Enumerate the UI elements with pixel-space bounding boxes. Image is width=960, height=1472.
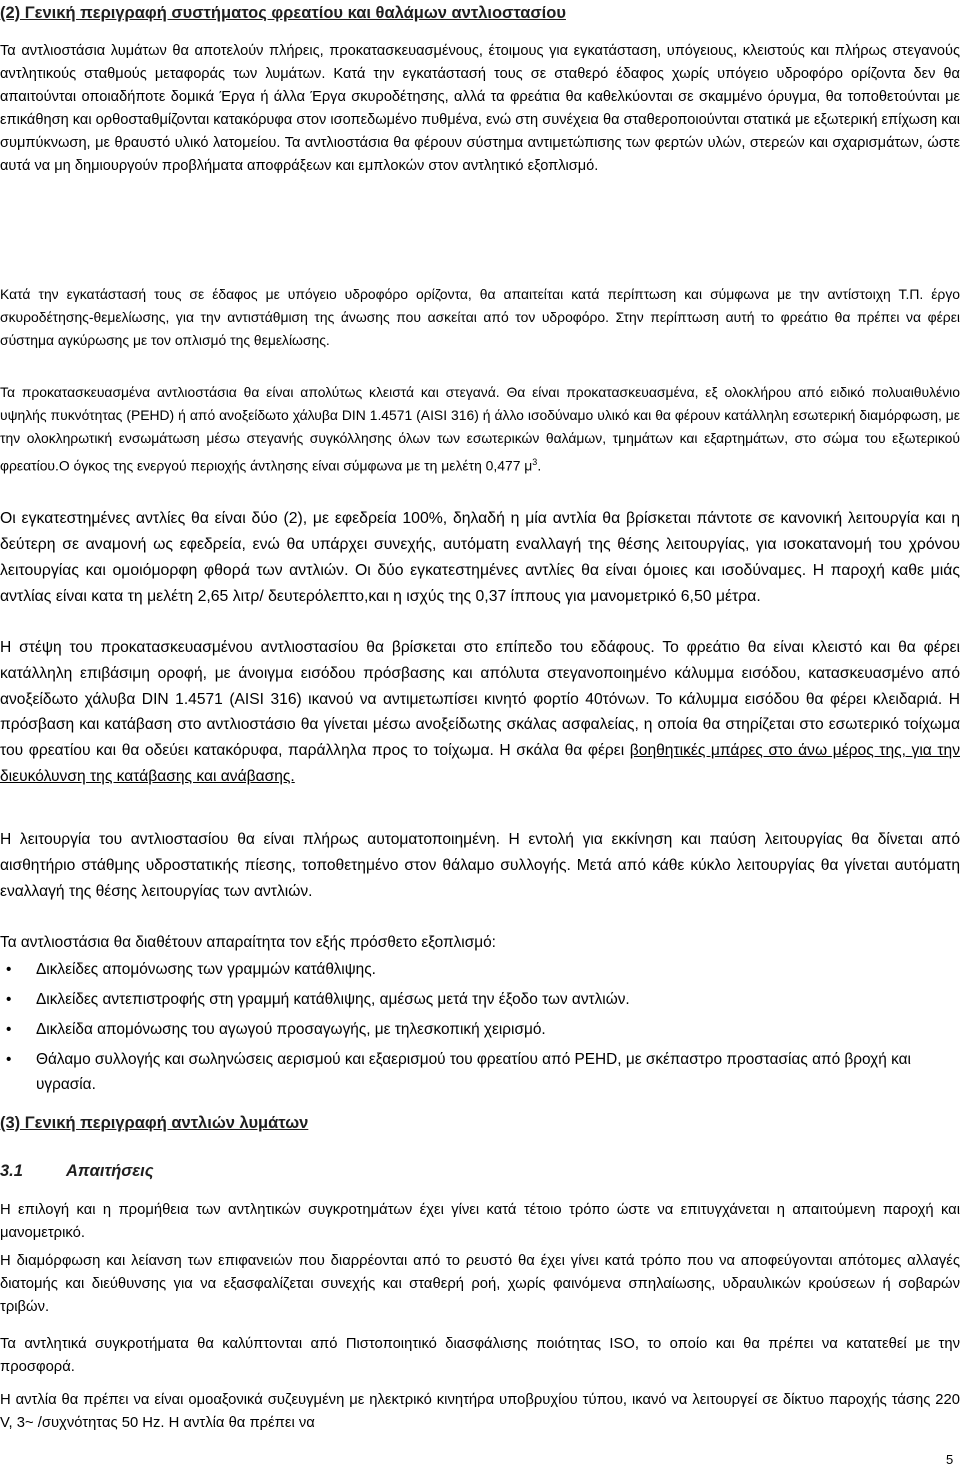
page-number: 5 <box>946 1452 954 1467</box>
section-2-paragraph-4 <box>0 506 960 610</box>
bullet-icon: • <box>6 1021 12 1038</box>
underlined-text: βοηθητικές μπάρες στο άνω μέρος της, για την διευκόλυνση της κατάβασης και ανάβασης. <box>0 742 960 785</box>
section-3-paragraph-2 <box>0 1250 960 1319</box>
section-2-paragraph-1 <box>0 40 960 178</box>
paragraph-text: Τα αντλιοστάσια θα διαθέτουν απαραίτητα τον εξής πρόσθετο εξοπλισμό: <box>0 934 496 951</box>
paragraph-text: Τα αντλιοστάσια λυμάτων θα αποτελούν πλήρεις, προκατασκευασμένους, έτοιμους για εγκατάσταση, υπόγειους, κλειστούς και πλήρως στεγανούς αντλητικούς σταθμούς μεταφοράς των λυμάτων. Κατά την εγκατάστασή τους σε σταθερό έδαφος χωρίς υπόγειο υδροφόρο ορίζοντα δεν θα απαιτούνται οποιαδήποτε δομικά Έργα ή άλλα Έργα σκυροδέτησης, αλλά τα φρεάτια θα καθελκύονται σε σκαμμένο όρυγμα, θα τοποθετούνται με επικάθηση και ορθοσταθμίζονται κατακόρυφα στον ισοπεδωμένο πυθμένα, ενώ στη συνέχεια θα σταθεροποιούνται στατικά με εξωτερική επίχωση και συμπύκνωση, με θραυστό υλικό λατομείου. Τα αντλιοστάσια θα φέρουν σύστημα αντιμετώπισης των φερτών υλών, στερεών και σχαρισμάτων, ώστε αυτά να μη δημιουργούν προβλήματα αποφράξεων και εμπλοκών στον αντλητικό εξοπλισμό. <box>0 43 960 174</box>
list-item <box>0 1018 960 1048</box>
section-2-paragraph-2 <box>0 283 960 353</box>
paragraph-text: Η λειτουργία του αντλιοστασίου θα είναι πλήρως αυτοματοποιημένη. Η εντολή για εκκίνηση και παύση λειτουργίας θα δίνεται από αισθητήριο στάθμης υδροστατικής πίεσης, τοποθετημένο στον θάλαμο συλλογής. Μετά από κάθε κύκλο λειτουργίας θα γίνεται αυτόματη εναλλαγή της θέσης λειτουργίας των αντλιών. <box>0 831 960 900</box>
list-item-text: Θάλαμο συλλογής και σωληνώσεις αερισμού και εξαερισμού του φρεατίου από PEHD, με σκέπαστρο προστασίας από βροχή και υγρασία. <box>36 1051 911 1093</box>
subsection-title: Απαιτήσεις <box>66 1162 154 1180</box>
subsection-number: 3.1 <box>0 1162 23 1180</box>
paragraph-end: . <box>537 457 542 474</box>
section-3-paragraph-3 <box>0 1333 960 1379</box>
section-2-paragraph-7 <box>0 931 960 954</box>
section-3-paragraph-4 <box>0 1389 960 1435</box>
list-item-text: Δικλείδες απομόνωσης των γραμμών κατάθλιψης. <box>36 961 376 978</box>
bullet-icon: • <box>6 1051 12 1068</box>
paragraph-body: Τα προκατασκευασμένα αντλιοστάσια θα είναι απολύτως κλειστά και στεγανά. Θα είναι προκατασκευασμένα, εξ ολοκλήρου από ειδικό πολυαιθυλένιο υψηλής πυκνότητας (PEHD) ή από ανοξείδωτο χάλυβα DIN 1.4571 (AISI 316) ή άλλο ισοδύναμο υλικό και θα φέρουν κατάλληλη εσωτερική διαμόρφωση, με την ολοκληρωτική ενσωμάτωση μέσω στεγανής συγκόλλησης όλων των εσωτερικών θαλάμων, τμημάτων και εξαρτημάτων, στο σώμα του εξωτερικού φρεατίου.Ο όγκος της ενεργού περιοχής άντλησης είναι σύμφωνα με τη μελέτη 0,477 μ <box>0 384 960 474</box>
list-item <box>0 988 960 1018</box>
paragraph-text: Η επιλογή και η προμήθεια των αντλητικών συγκροτημάτων έχει γίνει κατά τέτοιο τρόπο ώστε να επιτυγχάνεται η απαιτούμενη παροχή και μανομετρικό. <box>0 1202 960 1241</box>
section-2-heading: (2) Γενική περιγραφή συστήματος φρεατίου και θαλάμων αντλιοστασίου <box>0 4 566 22</box>
section-3-heading: (3) Γενική περιγραφή αντλιών λυμάτων <box>0 1114 309 1132</box>
section-2-paragraph-6 <box>0 827 960 904</box>
section-3-paragraph-1 <box>0 1199 960 1245</box>
paragraph-body: Η στέψη του προκατασκευασμένου αντλιοστασίου θα βρίσκεται στο επίπεδο του εδάφους. Το φρεάτιο θα είναι κλειστό και θα φέρει κατάλληλη επιβάσιμη οροφή, με άνοιγμα εισόδου πρόσβασης και απόλυτα στεγανοποιημένο κάλυμμα εισόδου, κατασκευασμένο από ανοξείδωτο χάλυβα DIN 1.4571 (AISI 316) ικανού να αντιμετωπίσει κινητό φορτίο 40τόνων. Το κάλυμμα εισόδου θα φέρει κλειδαριά. Η πρόσβαση και κατάβαση στο αντλιοστάσιο θα γίνεται μέσω ανοξείδωτης σκάλας ασφαλείας, η οποία θα στηρίζεται στο εσωτερικό τοίχωμα του φρεατίου και θα οδεύει κατακόρυφα, παράλληλα προς το τοίχωμα. Η σκάλα θα φέρει <box>0 639 960 760</box>
paragraph-text: Κατά την εγκατάστασή τους σε έδαφος με υπόγειο υδροφόρο ορίζοντα, θα απαιτείται κατά περίπτωση και σύμφωνα με την αντίστοιχη Τ.Π. έργο σκυροδέτησης-θεμελίωσης, για την αντιστάθμιση της άνωσης που ασκείται από τον υδροφόρο. Στην περίπτωση αυτή το φρεάτιο θα πρέπει να φέρει σύστημα αγκύρωσης με τον οπλισμό της θεμελίωσης. <box>0 286 960 349</box>
list-item-text: Δικλείδες αντεπιστροφής στη γραμμή κατάθλιψης, αμέσως μετά την έξοδο των αντλιών. <box>36 991 630 1008</box>
subsection-3-1-heading <box>0 1160 500 1182</box>
superscript: 3 <box>532 456 538 467</box>
section-2-paragraph-5 <box>0 635 960 790</box>
list-item <box>0 1048 960 1097</box>
equipment-list <box>0 958 960 1097</box>
paragraph-text: Η αντλία θα πρέπει να είναι ομοαξονικά συζευγμένη με ηλεκτρικό κινητήρα υποβρυχίου τύπου, ικανό να λειτουργεί σε δίκτυο παροχής τάσης 220 V, 3~ /συχνότητας 50 Hz. Η αντλία θα πρέπει να <box>0 1392 960 1431</box>
bullet-icon: • <box>6 991 12 1008</box>
list-item-text: Δικλείδα απομόνωσης του αγωγού προσαγωγής, με τηλεσκοπική χειρισμό. <box>36 1021 546 1038</box>
paragraph-text: Η διαμόρφωση και λείανση των επιφανειών που διαρρέονται από το ρευστό θα έχει γίνει κατά τρόπο που να αποφεύγονται απότομες αλλαγές διατομής και διεύθυνσης για να εξασφαλίζεται συνεχής και σταθερή ροή, χωρίς φαινόμενα σπηλαίωσης, υδραυλικών κρούσεων ή σοβαρών τριβών. <box>0 1253 960 1315</box>
paragraph-text <box>0 635 960 790</box>
paragraph-text: Τα αντλητικά συγκροτήματα θα καλύπτονται από Πιστοποιητικό διασφάλισης ποιότητας ISO, το οποίο και θα πρέπει να κατατεθεί με την προσφορά. <box>0 1336 960 1375</box>
bullet-icon: • <box>6 961 12 978</box>
paragraph-text <box>0 381 960 477</box>
section-2-paragraph-3 <box>0 381 960 477</box>
list-item <box>0 958 960 988</box>
paragraph-text: Οι εγκατεστημένες αντλίες θα είναι δύο (2), με εφεδρεία 100%, δηλαδή η μία αντλία θα βρίσκεται πάντοτε σε κανονική λειτουργία και η δεύτερη σε αναμονή ως εφεδρεία, ενώ θα υπάρχει συνεχής, αυτόματη εναλλαγή της θέσης λειτουργίας, για ισοκατανομή του χρόνου λειτουργίας και ομοιόμορφη φθορά των αντλιών. Οι δύο εγκατεστημένες αντλίες θα είναι όμοιες και ισοδύναμες. Η παροχή καθε μιάς αντλίας είναι κατα τη μελέτη 2,65 λιτρ/ δευτερόλεπτο,και η ισχύς της 0,37 ίππους για μανομετρικό 6,50 μέτρα. <box>0 510 960 605</box>
